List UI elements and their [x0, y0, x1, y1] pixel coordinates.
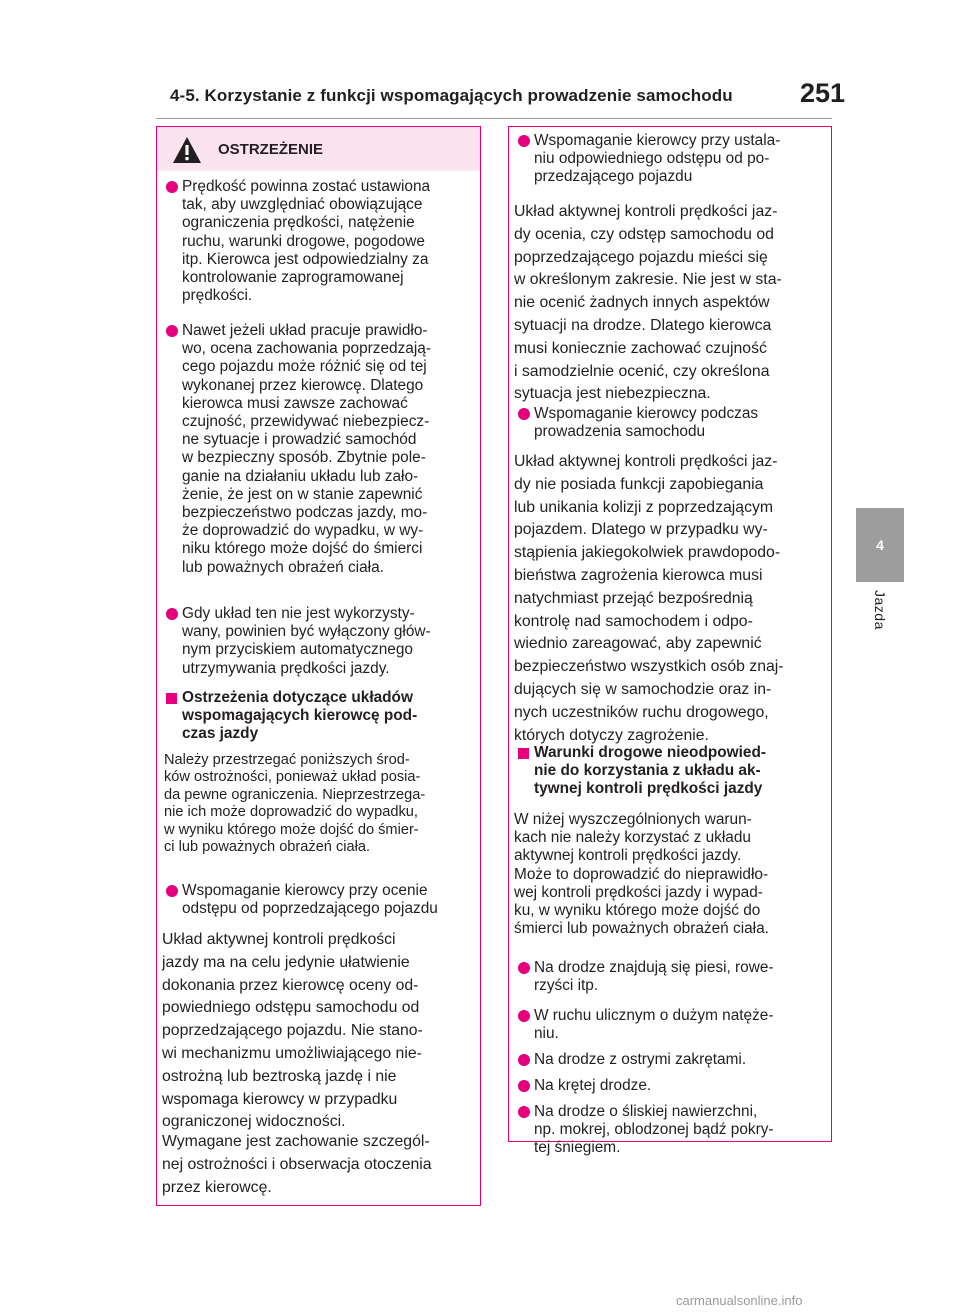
header-rule [156, 118, 832, 119]
text-line: Układ aktywnej kontroli prędkości jaz- [514, 203, 778, 220]
text-line: ostrożną lub beztroską jazdę i nie [162, 1067, 397, 1085]
text-line: wany, powinien być wyłączony głów- [182, 623, 431, 641]
text-line: wi mechanizmu umożliwiającego nie- [162, 1044, 422, 1062]
bullet-text [182, 178, 430, 305]
warning-title: OSTRZEŻENIE [218, 141, 324, 158]
text-line: tak, aby uwzględniać obowiązujące [182, 196, 423, 214]
heading-text [182, 689, 417, 744]
page-number: 251 [800, 78, 846, 108]
text-line: kach nie należy korzystać z układu [514, 829, 751, 847]
text-line: kontrolowanie zaprogramowanej [182, 269, 404, 287]
text-line: wo, ocena zachowania poprzedzają- [182, 340, 431, 358]
text-line: np. mokrej, oblodzonej bądź pokry- [534, 1121, 774, 1139]
warning-icon [172, 136, 202, 164]
bullet-text [534, 1051, 746, 1069]
heading-square [166, 693, 177, 704]
bullet-dot [166, 181, 178, 193]
bullet-text [182, 322, 431, 577]
section-intro-right [514, 811, 769, 938]
text-line: jazdy ma na celu jedynie ułatwienie [162, 953, 410, 971]
text-line: Prędkość powinna zostać ustawiona [182, 178, 431, 195]
text-line: wykonanej przez kierowcę. Dlatego [182, 376, 424, 394]
text-line: wej kontroli prędkości jazdy i wypad- [514, 883, 763, 901]
side-tab-label: Jazda [872, 590, 888, 630]
text-line: musi koniecznie zachować czujność [514, 339, 767, 357]
text-line: poprzedzającego pojazdu. Nie stano- [162, 1022, 423, 1040]
text-line: Wspomaganie kierowcy przy ustala- [534, 132, 781, 149]
bullet-dot [518, 1106, 530, 1118]
paragraph-right-1 [514, 201, 782, 406]
text-line: nie do korzystania z układu ak- [534, 762, 761, 780]
bullet-dot [518, 408, 530, 420]
text-line: W niżej wyszczególnionych warun- [514, 811, 752, 828]
text-line: sytuacji na drodze. Dlatego kierowca [514, 316, 772, 334]
bullet-text [534, 1103, 774, 1158]
bullet-text [182, 605, 431, 678]
bullet-text [534, 1007, 774, 1043]
heading-square [518, 748, 529, 759]
text-line: nie ocenić żadnych innych aspektów [514, 294, 770, 312]
paragraph-right-2 [514, 451, 784, 747]
text-line: Na drodze znajdują się piesi, rowe- [534, 959, 774, 976]
text-line: w wyniku którego może dojść do śmier- [164, 821, 419, 838]
text-line: Na krętej drodze. [534, 1077, 652, 1094]
text-line: i samodzielnie ocenić, czy określona [514, 362, 770, 380]
text-line: bezpieczeństwo podczas jazdy, mo- [182, 504, 428, 522]
text-line: niku którego może dojść do śmierci [182, 540, 423, 558]
text-line: Na drodze z ostrymi zakrętami. [534, 1051, 747, 1068]
text-line: cego pojazdu może różnić się od tej [182, 358, 427, 376]
text-line: nych uczestników ruchu drogowego, [514, 703, 769, 721]
text-line: kierowca musi zawsze zachować [182, 394, 408, 412]
text-line: ograniczenia prędkości, natężenie [182, 214, 415, 232]
text-line: aktywnej kontroli prędkości jazdy. [514, 847, 742, 865]
text-line: Wspomaganie kierowcy przy ocenie [182, 882, 428, 899]
text-line: wspomagających kierowcę pod- [182, 707, 418, 725]
text-line: rzyści itp. [534, 977, 599, 995]
text-line: ganie na działaniu układu lub zało- [182, 467, 419, 485]
text-line: poprzedzającego pojazdu mieści się [514, 248, 768, 266]
text-line: przez kierowcę. [162, 1178, 272, 1196]
bullet-text [534, 959, 774, 995]
text-line: Wymagane jest zachowanie szczegól- [162, 1133, 430, 1150]
text-line: bieństwa zagrożenia kierowca musi [514, 566, 763, 584]
text-line: Należy przestrzegać poniższych środ- [164, 752, 410, 768]
text-line: odstępu od poprzedzającego pojazdu [182, 900, 438, 918]
bullet-dot [518, 1054, 530, 1066]
text-line: Wspomaganie kierowcy podczas [534, 405, 759, 422]
text-line: lub unikania kolizji z poprzedzającym [514, 498, 774, 516]
text-line: nej ostrożności i obserwacja otoczenia [162, 1155, 432, 1173]
text-line: Może to doprowadzić do nieprawidło- [514, 865, 769, 883]
bullet-text [534, 405, 758, 441]
text-line: dy nie posiada funkcji zapobiegania [514, 475, 764, 493]
bullet-text [182, 882, 438, 918]
heading-text [534, 744, 766, 799]
text-line: ne sytuacje i prowadzić samochód [182, 431, 417, 449]
text-line: powiedniego odstępu samochodu od [162, 999, 420, 1017]
text-line: Gdy układ ten nie jest wykorzysty- [182, 605, 415, 622]
text-line: których dotyczy zagrożenie. [514, 726, 709, 744]
text-line: tywnej kontroli prędkości jazdy [534, 780, 763, 798]
text-line: stąpienia jakiegokolwiek prawdopodo- [514, 544, 781, 562]
text-line: śmierci lub poważnych obrażeń ciała. [514, 920, 769, 938]
text-line: niu odpowiedniego odstępu od po- [534, 150, 770, 168]
text-line: Układ aktywnej kontroli prędkości [162, 931, 396, 948]
text-line: w bezpieczny sposób. Zbytnie pole- [182, 449, 426, 467]
bullet-dot [166, 325, 178, 337]
text-line: dy ocenia, czy odstęp samochodu od [514, 225, 774, 243]
paragraph-left-2 [162, 1131, 432, 1199]
text-line: kontrolę nad samochodem i odpo- [514, 612, 753, 630]
bullet-text [534, 1077, 651, 1095]
text-line: czujność, przewidywać niebezpiecz- [182, 413, 430, 431]
bullet-dot [166, 885, 178, 897]
bullet-text [534, 132, 780, 187]
text-line: itp. Kierowca jest odpowiedzialny za [182, 250, 429, 268]
text-line: Nawet jeżeli układ pracuje prawidło- [182, 322, 428, 339]
text-line: prędkości. [182, 287, 253, 305]
text-line: wspomaga kierowcy w przypadku [162, 1090, 398, 1108]
text-line: wiednio zareagować, aby zapewnić [514, 635, 762, 653]
text-line: da pewne ograniczenia. Nieprzestrzega- [164, 786, 426, 803]
text-line: ków ostrożności, ponieważ układ posia- [164, 769, 421, 786]
text-line: Na drodze o śliskiej nawierzchni, [534, 1103, 758, 1120]
text-line: nym przyciskiem automatycznego [182, 641, 413, 659]
text-line: ci lub poważnych obrażeń ciała. [164, 839, 371, 856]
text-line: W ruchu ulicznym o dużym natęże- [534, 1007, 774, 1024]
text-line: dujących się w samochodzie oraz in- [514, 680, 772, 698]
text-line: w określonym zakresie. Nie jest w sta- [514, 271, 782, 289]
text-line: nie ich może doprowadzić do wypadku, [164, 804, 418, 821]
text-line: przedzającego pojazdu [534, 168, 693, 186]
text-line: Ostrzeżenia dotyczące układów [182, 689, 413, 706]
text-line: bezpieczeństwo wszystkich osób znaj- [514, 658, 784, 676]
text-line: sytuacja jest niebezpieczna. [514, 385, 711, 403]
text-line: pojazdem. Dlatego w przypadku wy- [514, 521, 768, 539]
section-intro-left [164, 752, 425, 856]
paragraph-left-1 [162, 929, 423, 1134]
text-line: czas jazdy [182, 725, 259, 743]
bullet-dot [518, 962, 530, 974]
text-line: lub poważnych obrażeń ciała. [182, 558, 384, 576]
text-line: że doprowadzić do wypadku, w wy- [182, 522, 424, 540]
watermark: carmanualsonline.info [676, 1293, 803, 1308]
side-tab [856, 508, 904, 582]
header-title: 4-5. Korzystanie z funkcji wspomagających prowadzenie samochodu [170, 86, 733, 105]
text-line: utrzymywania prędkości jazdy. [182, 659, 390, 677]
bullet-dot [166, 608, 178, 620]
text-line: ograniczonej widoczności. [162, 1113, 346, 1131]
text-line: Układ aktywnej kontroli prędkości jaz- [514, 453, 778, 470]
bullet-dot [518, 135, 530, 147]
text-line: dokonania przez kierowcę oceny od- [162, 976, 419, 994]
bullet-dot [518, 1010, 530, 1022]
text-line: żenie, że jest on w stanie zapewnić [182, 485, 423, 503]
text-line: tej śniegiem. [534, 1139, 621, 1157]
text-line: ruchu, warunki drogowe, pogodowe [182, 232, 425, 250]
bullet-dot [518, 1080, 530, 1092]
text-line: prowadzenia samochodu [534, 423, 706, 441]
side-tab-number: 4 [876, 537, 884, 553]
text-line: Warunki drogowe nieodpowied- [534, 744, 766, 761]
text-line: ku, w wyniku którego może dojść do [514, 902, 761, 920]
text-line: niu. [534, 1025, 559, 1043]
text-line: natychmiast przejąć bezpośrednią [514, 589, 753, 607]
